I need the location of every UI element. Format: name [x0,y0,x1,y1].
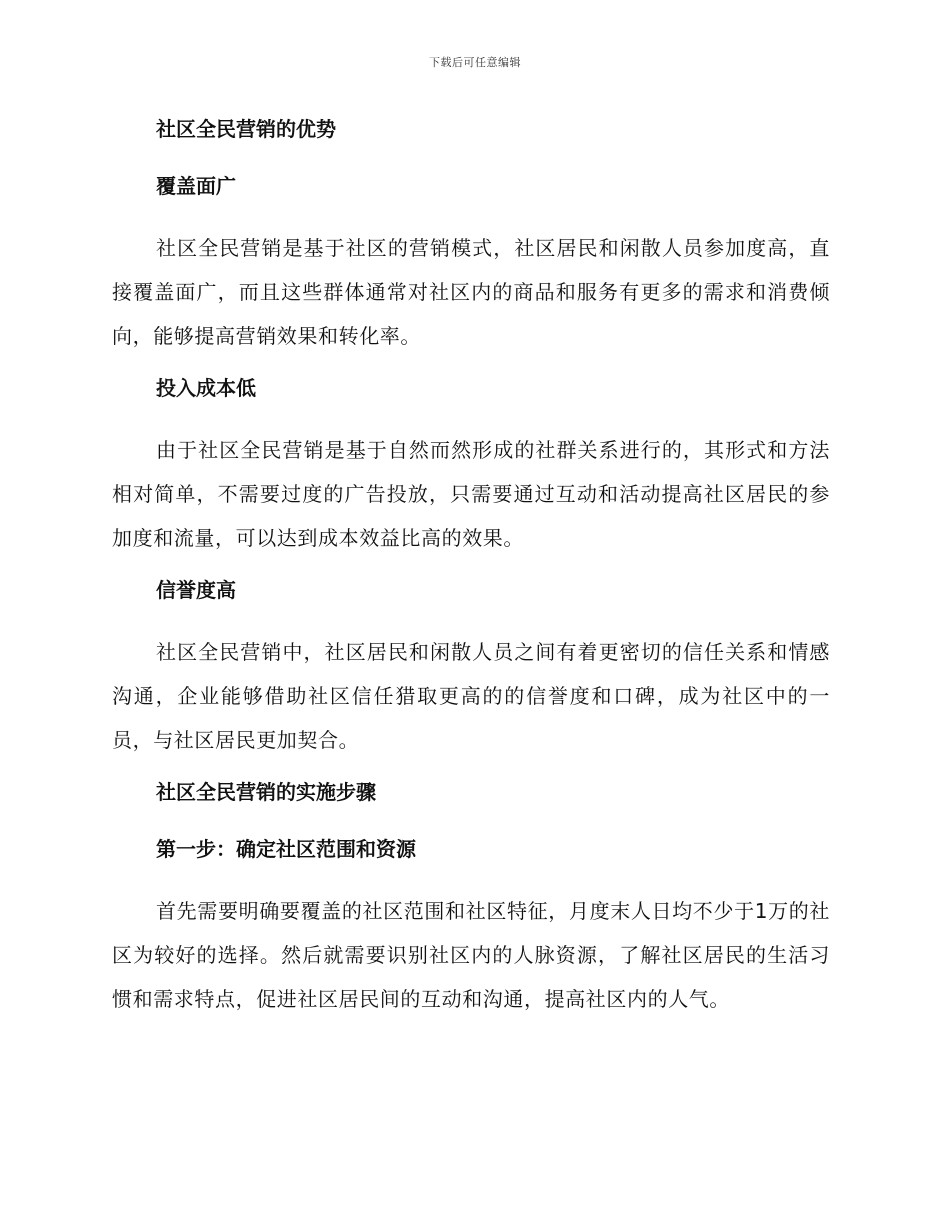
paragraph-high-credibility: 社区全民营销中，社区居民和闲散人员之间有着更密切的信任关系和情感沟通，企业能够借助社区信任猎取更高的的信誉度和口碑，成为社区中的一员，与社区居民更加契合。 [112,640,830,752]
paragraph-wide-coverage: 社区全民营销是基于社区的营销模式，社区居民和闲散人员参加度高，直接覆盖面广，而且这些群体通常对社区内的商品和服务有更多的需求和消费倾向，能够提高营销效果和转化率。 [112,236,830,348]
document-body [112,112,830,1034]
section-heading-steps: 社区全民营销的实施步骤 [156,780,376,804]
paragraph-step-one: 首先需要明确要覆盖的社区范围和社区特征，月度末人日均不少于1万的社区为较好的选择。然后就需要识别社区内的人脉资源，了解社区居民的生活习惯和需求特点，促进社区居民间的互动和沟通，提高社区内的人气。 [112,899,830,1011]
subheading-low-cost: 投入成本低 [156,376,256,400]
subheading-wide-coverage: 覆盖面广 [156,174,236,198]
subheading-step-one: 第一步：确定社区范围和资源 [156,837,416,861]
header-note: 下载后可任意编辑 [429,56,521,69]
section-heading-advantages: 社区全民营销的优势 [156,117,336,141]
subheading-high-credibility: 信誉度高 [156,578,236,602]
paragraph-low-cost: 由于社区全民营销是基于自然而然形成的社群关系进行的，其形式和方法相对简单，不需要过度的广告投放，只需要通过互动和活动提高社区居民的参加度和流量，可以达到成本效益比高的效果。 [112,438,830,550]
